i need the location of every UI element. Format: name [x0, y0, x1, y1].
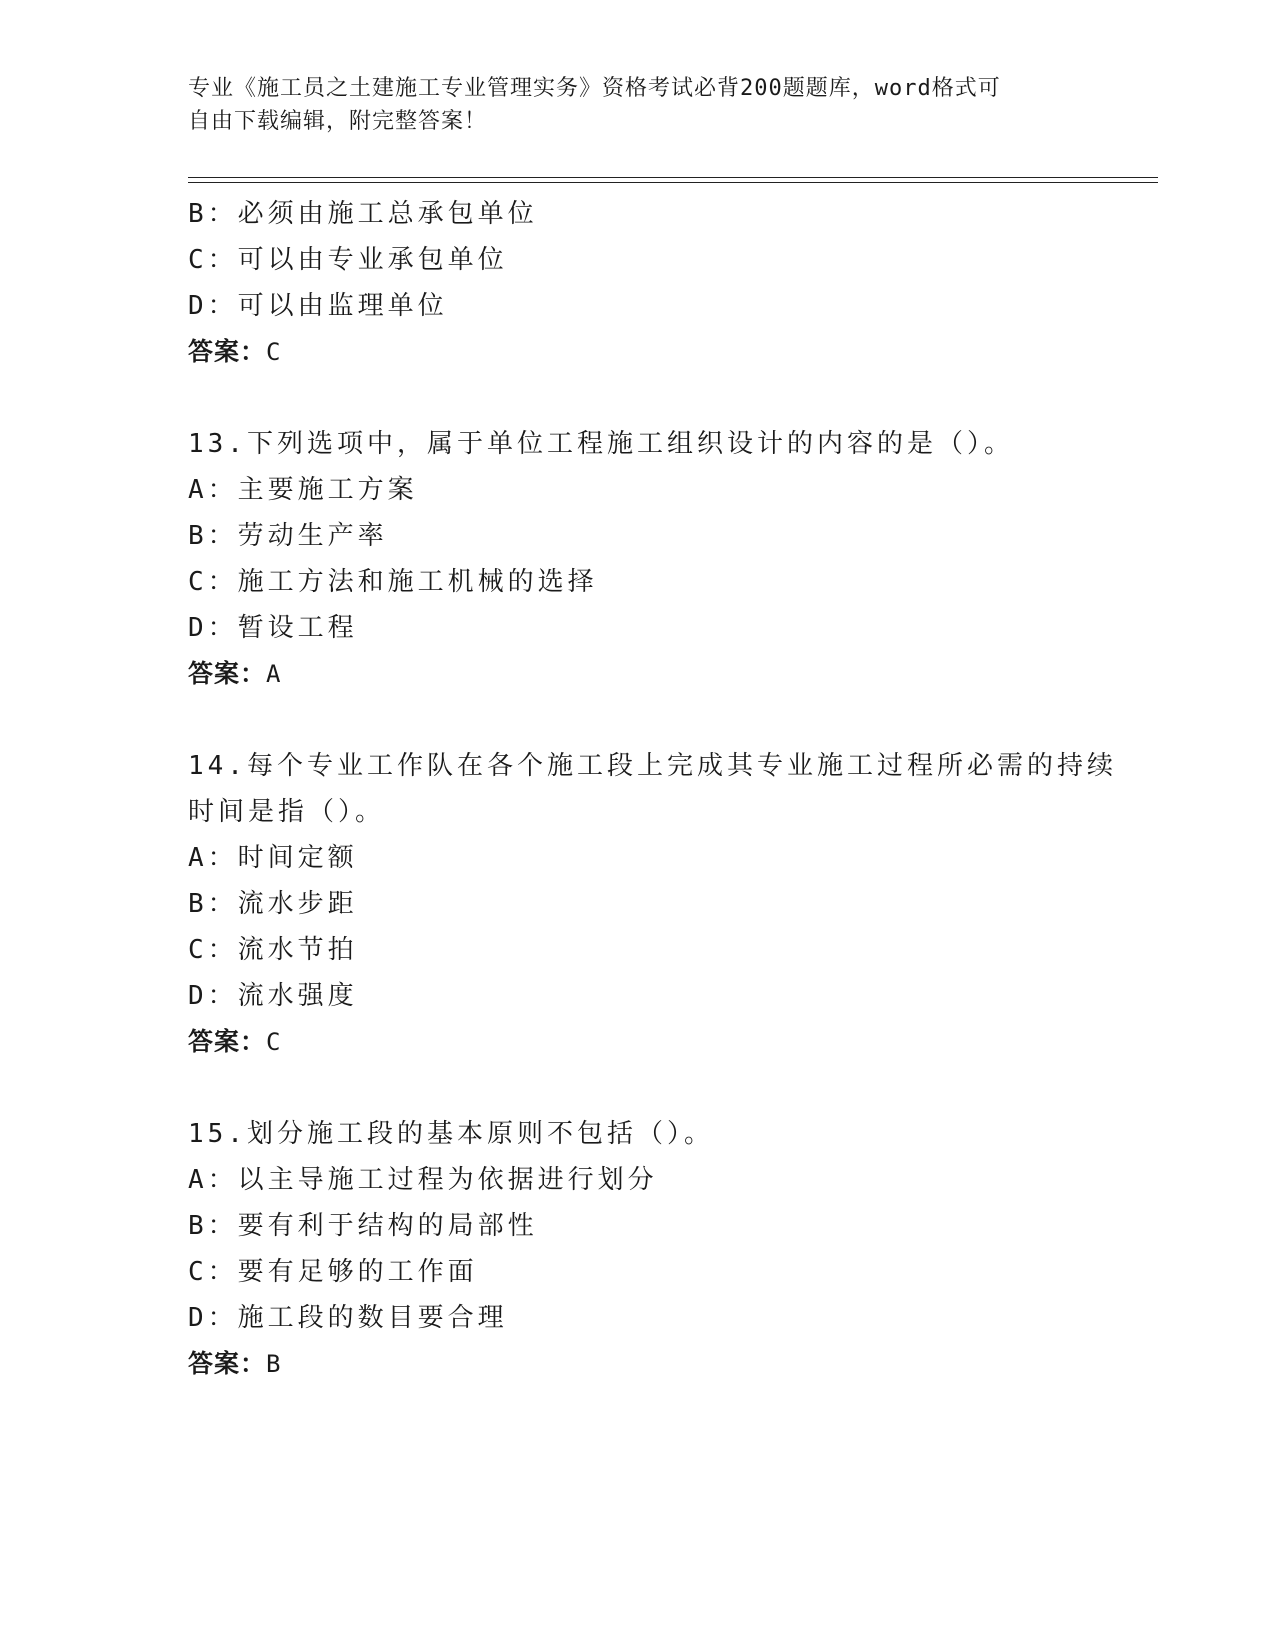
- option-a: A：以主导施工过程为依据进行划分: [188, 1165, 658, 1195]
- header-line-1: 专业《施工员之土建施工专业管理实务》资格考试必背200题题库，word格式可: [188, 76, 1001, 101]
- document-header: [188, 72, 1068, 138]
- option-a: A：时间定额: [188, 843, 358, 873]
- answer-value: B: [266, 1350, 282, 1378]
- option-c: C：要有足够的工作面: [188, 1257, 478, 1287]
- answer-value: C: [266, 1028, 282, 1056]
- option-c: C：可以由专业承包单位: [188, 245, 508, 275]
- option-a: A：主要施工方案: [188, 475, 418, 505]
- answer-line: [188, 1019, 1088, 1065]
- option-d: D：施工段的数目要合理: [188, 1303, 508, 1333]
- option-d: D：暂设工程: [188, 613, 358, 643]
- answer-label: 答案：: [188, 659, 267, 688]
- question-12-tail: [188, 191, 1088, 375]
- option-c: C：流水节拍: [188, 935, 358, 965]
- question-stem-line-1: 14.每个专业工作队在各个施工段上完成其专业施工过程所必需的持续: [188, 751, 1117, 781]
- answer-value: A: [266, 660, 282, 688]
- option-d: D：可以由监理单位: [188, 291, 448, 321]
- option-c: C：施工方法和施工机械的选择: [188, 567, 598, 597]
- question-stem: 15.划分施工段的基本原则不包括（）。: [188, 1119, 714, 1149]
- header-line-2: 自由下载编辑，附完整答案！: [188, 109, 488, 134]
- header-divider-top: [188, 177, 1158, 178]
- option-b: B：流水步距: [188, 889, 358, 919]
- answer-label: 答案：: [188, 1027, 267, 1056]
- question-stem: 13.下列选项中，属于单位工程施工组织设计的内容的是（）。: [188, 429, 1014, 459]
- question-list: [188, 191, 1117, 1387]
- option-d: D：流水强度: [188, 981, 358, 1011]
- answer-label: 答案：: [188, 1349, 267, 1378]
- option-b: B：必须由施工总承包单位: [188, 199, 538, 229]
- question-13: [188, 421, 1088, 697]
- question-15: [188, 1111, 1088, 1387]
- option-b: B：劳动生产率: [188, 521, 388, 551]
- answer-label: 答案：: [188, 337, 267, 366]
- answer-line: [188, 651, 1088, 697]
- answer-line: [188, 1341, 1088, 1387]
- question-14: [188, 743, 1117, 1065]
- answer-value: C: [266, 338, 282, 366]
- answer-line: [188, 329, 1088, 375]
- question-stem-line-2: 时间是指（）。: [188, 797, 386, 827]
- option-b: B：要有利于结构的局部性: [188, 1211, 538, 1241]
- header-divider-bottom: [188, 182, 1158, 183]
